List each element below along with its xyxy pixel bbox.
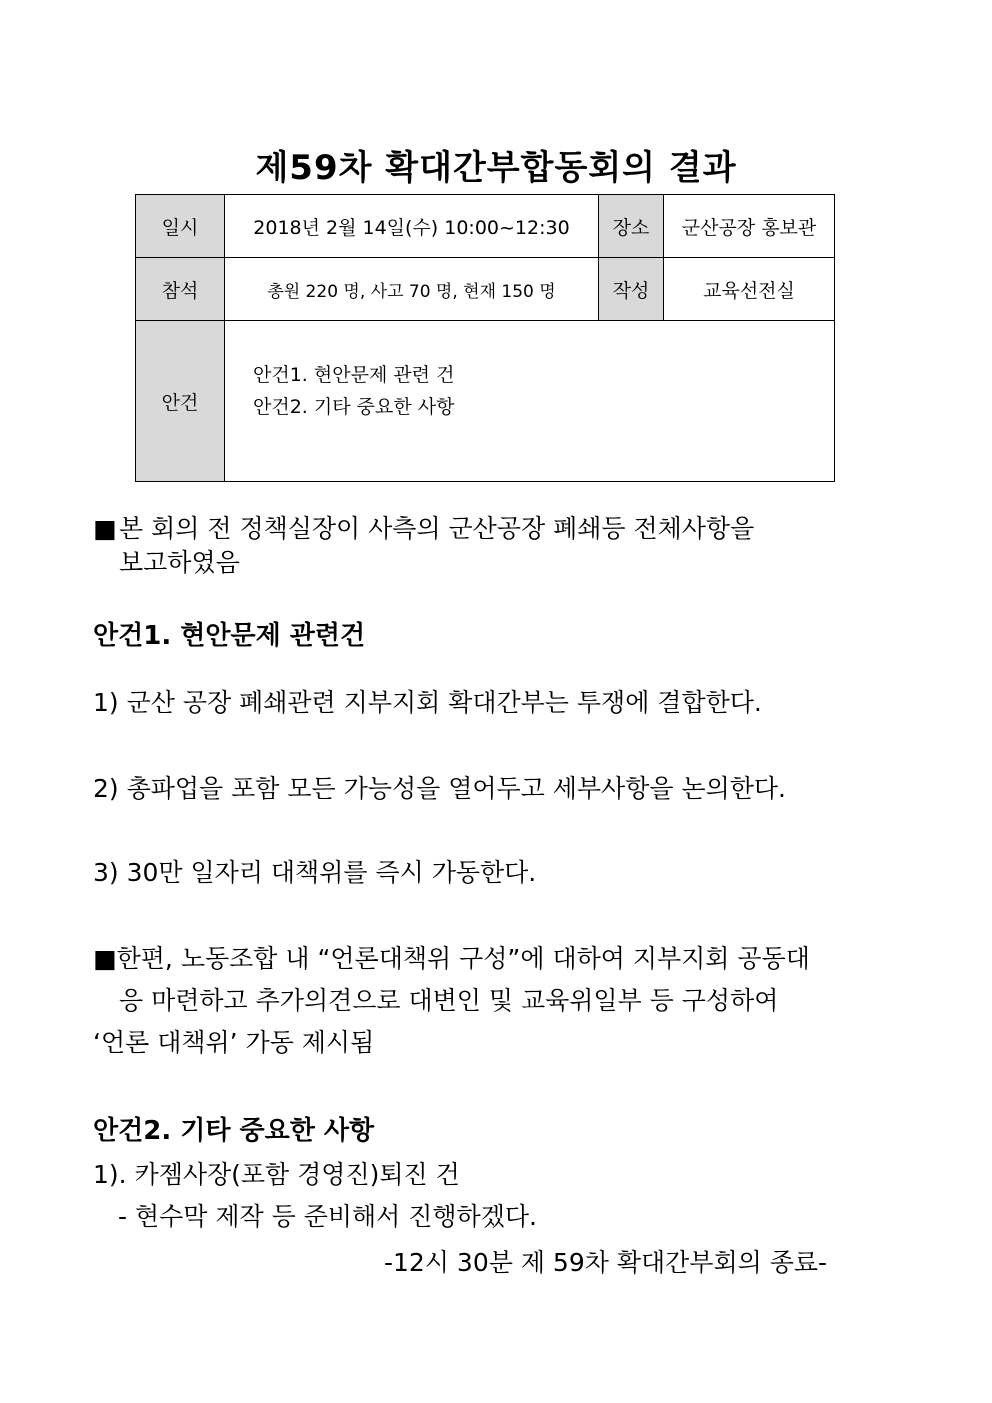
section1-heading: 안건1. 현안문제 관련건 bbox=[93, 621, 366, 651]
square-bullet-icon: ■ bbox=[93, 944, 117, 973]
page-title: 제59차 확대간부합동회의 결과 bbox=[255, 148, 737, 188]
notice2-line-1: ■한편, 노동조합 내 “언론대책위 구성”에 대하여 지부지회 공동대 bbox=[93, 944, 810, 973]
table-row-attendance bbox=[136, 258, 835, 321]
section1-item-3: 3) 30만 일자리 대책위를 즉시 가동한다. bbox=[93, 858, 537, 887]
agenda-label: 안건 bbox=[136, 321, 225, 482]
notice-media-committee bbox=[93, 938, 903, 1064]
section2-item-1-sub: - 현수막 제작 등 준비해서 진행하겠다. bbox=[118, 1202, 537, 1231]
place-label: 장소 bbox=[599, 195, 664, 258]
square-bullet-icon: ■ bbox=[93, 514, 117, 543]
table-row-date bbox=[136, 195, 835, 258]
notice-line-2: 보고하였음 bbox=[119, 548, 240, 577]
attendance-label: 참석 bbox=[136, 258, 225, 321]
place-value: 군산공장 홍보관 bbox=[664, 195, 835, 258]
table-row-agenda bbox=[136, 321, 835, 482]
date-value: 2018년 2월 14일(수) 10:00~12:30 bbox=[225, 195, 599, 258]
meeting-info-table bbox=[135, 194, 835, 482]
attendance-value: 총원 220 명, 사고 70 명, 현재 150 명 bbox=[225, 258, 599, 321]
closing-note: -12시 30분 제 59차 확대간부회의 종료- bbox=[384, 1248, 828, 1277]
section2-item-1: 1). 카젬사장(포함 경영진)퇴진 건 bbox=[93, 1160, 460, 1189]
agenda-item-1: 안건1. 현안문제 관련 건 bbox=[253, 364, 455, 386]
section1-item-1: 1) 군산 공장 폐쇄관련 지부지회 확대간부는 투쟁에 결합한다. bbox=[93, 688, 762, 717]
notice2-line-2: 응 마련하고 추가의견으로 대변인 및 교육위일부 등 구성하여 bbox=[119, 986, 779, 1015]
author-value: 교육선전실 bbox=[664, 258, 835, 321]
section2-heading: 안건2. 기타 중요한 사항 bbox=[93, 1116, 375, 1146]
notice-line-1: 본 회의 전 정책실장이 사측의 군산공장 폐쇄등 전체사항을 bbox=[119, 514, 755, 543]
agenda-item-2: 안건2. 기타 중요한 사항 bbox=[253, 396, 455, 418]
agenda-cell bbox=[225, 321, 835, 482]
author-label: 작성 bbox=[599, 258, 664, 321]
date-label: 일시 bbox=[136, 195, 225, 258]
section1-item-2: 2) 총파업을 포함 모든 가능성을 열어두고 세부사항을 논의한다. bbox=[93, 774, 786, 803]
notice-report bbox=[93, 512, 903, 580]
notice2-line-3: ‘언론 대책위’ 가동 제시됨 bbox=[93, 1028, 375, 1057]
